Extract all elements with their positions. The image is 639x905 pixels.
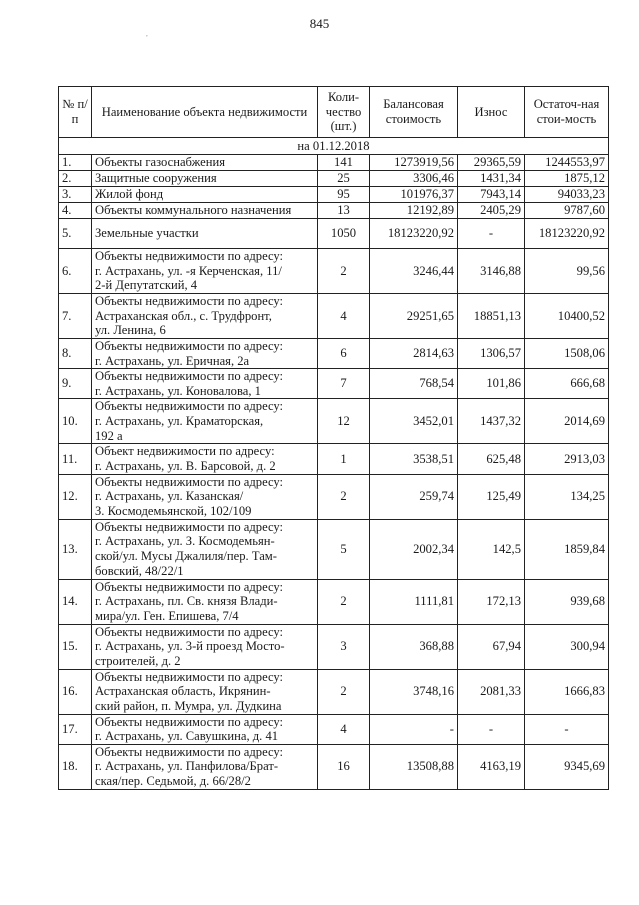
object-name-line: Объекты недвижимости по адресу:: [95, 294, 284, 309]
residual-value: -: [525, 714, 609, 744]
scan-mark: ,: [146, 30, 148, 38]
object-name: [92, 714, 318, 744]
object-name-line: Объекты недвижимости по адресу:: [95, 744, 284, 759]
object-name: [92, 444, 318, 474]
header-qty: Коли-чество (шт.): [318, 87, 370, 138]
wear-value: 29365,59: [458, 155, 525, 171]
balance-value: 259,74: [370, 474, 458, 519]
header-name: Наименование объекта недвижимости: [92, 87, 318, 138]
balance-value: 29251,65: [370, 294, 458, 339]
wear-value: 67,94: [458, 624, 525, 669]
table-row: [59, 744, 609, 789]
object-name: [92, 249, 318, 294]
quantity: 12: [318, 399, 370, 444]
balance-value: 768,54: [370, 369, 458, 399]
object-name-line: Земельные участки: [95, 226, 199, 241]
object-name: [92, 155, 318, 171]
header-wear: Износ: [458, 87, 525, 138]
object-name-line: г. Астрахань, ул. -я Керченская, 11/: [95, 263, 282, 278]
table-row: [59, 203, 609, 219]
row-number: 14.: [59, 579, 92, 624]
object-name-line: ский район, п. Мумра, ул. Дудкина: [95, 698, 282, 713]
quantity: 2: [318, 249, 370, 294]
quantity: 25: [318, 171, 370, 187]
object-name-line: г. Астрахань, ул. Краматорская,: [95, 414, 264, 429]
object-name-line: г. Астрахань, ул. Казанская/: [95, 489, 244, 504]
balance-value: 1273919,56: [370, 155, 458, 171]
object-name-line: Объекты газоснабжения: [95, 155, 226, 170]
quantity: 4: [318, 294, 370, 339]
object-name: [92, 294, 318, 339]
wear-value: 2405,29: [458, 203, 525, 219]
table-row: [59, 624, 609, 669]
quantity: 1: [318, 444, 370, 474]
quantity: 13: [318, 203, 370, 219]
row-number: 13.: [59, 519, 92, 579]
wear-value: 125,49: [458, 474, 525, 519]
row-number: 1.: [59, 155, 92, 171]
residual-value: 1875,12: [525, 171, 609, 187]
wear-value: 101,86: [458, 369, 525, 399]
wear-value: 1431,34: [458, 171, 525, 187]
wear-value: 3146,88: [458, 249, 525, 294]
quantity: 2: [318, 474, 370, 519]
balance-value: 3748,16: [370, 669, 458, 714]
table-row: [59, 171, 609, 187]
object-name-line: ская/пер. Седьмой, д. 66/28/2: [95, 774, 251, 789]
object-name-line: г. Астрахань, ул. З. Космодемьян-: [95, 534, 275, 549]
object-name-line: Жилой фонд: [95, 187, 164, 202]
header-residual: Остаточ-ная стои-мость: [525, 87, 609, 138]
object-name-line: Объекты недвижимости по адресу:: [95, 624, 284, 639]
quantity: 6: [318, 339, 370, 369]
object-name: [92, 339, 318, 369]
quantity: 7: [318, 369, 370, 399]
object-name-line: г. Астрахань, ул. Еричная, 2а: [95, 353, 250, 368]
balance-value: 2002,34: [370, 519, 458, 579]
object-name-line: З. Космодемьянской, 102/109: [95, 503, 252, 518]
row-number: 9.: [59, 369, 92, 399]
row-number: 16.: [59, 669, 92, 714]
object-name-line: Объекты недвижимости по адресу:: [95, 474, 284, 489]
residual-value: 2014,69: [525, 399, 609, 444]
residual-value: 939,68: [525, 579, 609, 624]
row-number: 6.: [59, 249, 92, 294]
table-row: [59, 714, 609, 744]
object-name: [92, 219, 318, 249]
residual-value: 9345,69: [525, 744, 609, 789]
table-row: [59, 249, 609, 294]
object-name-line: Объекты коммунального назначения: [95, 203, 292, 218]
object-name-line: г. Астрахань, ул. В. Барсовой, д. 2: [95, 458, 276, 473]
quantity: 141: [318, 155, 370, 171]
balance-value: 3452,01: [370, 399, 458, 444]
residual-value: 1508,06: [525, 339, 609, 369]
balance-value: 13508,88: [370, 744, 458, 789]
table-row: [59, 519, 609, 579]
table-row: [59, 369, 609, 399]
object-name: [92, 187, 318, 203]
residual-value: 94033,23: [525, 187, 609, 203]
row-number: 4.: [59, 203, 92, 219]
residual-value: 1666,83: [525, 669, 609, 714]
object-name-line: г. Астрахань, ул. 3-й проезд Мосто-: [95, 639, 285, 654]
object-name: [92, 171, 318, 187]
residual-value: 666,68: [525, 369, 609, 399]
object-name-line: Астраханская обл., с. Трудфронт,: [95, 308, 272, 323]
balance-value: 3246,44: [370, 249, 458, 294]
balance-value: 3306,46: [370, 171, 458, 187]
wear-value: 18851,13: [458, 294, 525, 339]
object-name-line: г. Астрахань, ул. Савушкина, д. 41: [95, 729, 279, 744]
quantity: 2: [318, 579, 370, 624]
object-name: [92, 369, 318, 399]
object-name-line: строителей, д. 2: [95, 653, 181, 668]
table-row: [59, 155, 609, 171]
object-name-line: Защитные сооружения: [95, 171, 217, 186]
row-number: 17.: [59, 714, 92, 744]
header-balance: Балансовая стоимость: [370, 87, 458, 138]
wear-value: 142,5: [458, 519, 525, 579]
balance-value: 2814,63: [370, 339, 458, 369]
wear-value: 625,48: [458, 444, 525, 474]
quantity: 16: [318, 744, 370, 789]
object-name-line: ской/ул. Мусы Джалиля/пер. Там-: [95, 549, 277, 564]
residual-value: 9787,60: [525, 203, 609, 219]
table-row: [59, 399, 609, 444]
row-number: 15.: [59, 624, 92, 669]
object-name-line: 2-й Депутатский, 4: [95, 278, 198, 293]
object-name-line: Объекты недвижимости по адресу:: [95, 249, 284, 264]
row-number: 7.: [59, 294, 92, 339]
balance-value: 368,88: [370, 624, 458, 669]
object-name-line: Астраханская область, Икрянин-: [95, 684, 271, 699]
balance-value: -: [370, 714, 458, 744]
object-name: [92, 203, 318, 219]
residual-value: 300,94: [525, 624, 609, 669]
object-name-line: г. Астрахань, ул. Панфилова/Брат-: [95, 759, 279, 774]
section-row: [59, 138, 609, 155]
object-name-line: г. Астрахань, ул. Коновалова, 1: [95, 383, 261, 398]
object-name-line: Объекты недвижимости по адресу:: [95, 519, 284, 534]
object-name: [92, 624, 318, 669]
row-number: 18.: [59, 744, 92, 789]
balance-value: 3538,51: [370, 444, 458, 474]
balance-value: 101976,37: [370, 187, 458, 203]
object-name: [92, 519, 318, 579]
residual-value: 10400,52: [525, 294, 609, 339]
residual-value: 134,25: [525, 474, 609, 519]
object-name: [92, 669, 318, 714]
quantity: 2: [318, 669, 370, 714]
residual-value: 18123220,92: [525, 219, 609, 249]
object-name-line: Объекты недвижимости по адресу:: [95, 579, 284, 594]
table-row: [59, 444, 609, 474]
object-name-line: Объекты недвижимости по адресу:: [95, 669, 284, 684]
object-name: [92, 474, 318, 519]
row-number: 2.: [59, 171, 92, 187]
table-row: [59, 579, 609, 624]
object-name-line: Объекты недвижимости по адресу:: [95, 714, 284, 729]
row-number: 8.: [59, 339, 92, 369]
residual-value: 1244553,97: [525, 155, 609, 171]
object-name-line: Объекты недвижимости по адресу:: [95, 339, 284, 353]
object-name-line: Объект недвижимости по адресу:: [95, 444, 275, 459]
row-number: 11.: [59, 444, 92, 474]
section-date: на 01.12.2018: [59, 138, 609, 155]
object-name-line: мира/ул. Ген. Епишева, 7/4: [95, 608, 239, 623]
table-row: [59, 474, 609, 519]
object-name: [92, 399, 318, 444]
object-name: [92, 579, 318, 624]
header-num: № п/п: [59, 87, 92, 138]
quantity: 5: [318, 519, 370, 579]
quantity: 95: [318, 187, 370, 203]
object-name-line: ул. Ленина, 6: [95, 323, 166, 338]
balance-value: 1111,81: [370, 579, 458, 624]
row-number: 3.: [59, 187, 92, 203]
table-row: [59, 187, 609, 203]
wear-value: 172,13: [458, 579, 525, 624]
row-number: 10.: [59, 399, 92, 444]
wear-value: 7943,14: [458, 187, 525, 203]
header-row: [59, 87, 609, 138]
object-name-line: 192 а: [95, 428, 123, 443]
real-estate-table: [58, 86, 609, 790]
page-number: 845: [309, 16, 330, 31]
table-row: [59, 339, 609, 369]
object-name-line: Объекты недвижимости по адресу:: [95, 369, 284, 384]
quantity: 3: [318, 624, 370, 669]
object-name-line: бовский, 48/22/1: [95, 563, 184, 578]
row-number: 12.: [59, 474, 92, 519]
wear-value: 2081,33: [458, 669, 525, 714]
wear-value: -: [458, 219, 525, 249]
object-name-line: Объекты недвижимости по адресу:: [95, 399, 284, 414]
residual-value: 1859,84: [525, 519, 609, 579]
balance-value: 18123220,92: [370, 219, 458, 249]
quantity: 4: [318, 714, 370, 744]
residual-value: 2913,03: [525, 444, 609, 474]
wear-value: 1437,32: [458, 399, 525, 444]
object-name: [92, 744, 318, 789]
table-row: [59, 669, 609, 714]
table-row: [59, 219, 609, 249]
row-number: 5.: [59, 219, 92, 249]
residual-value: 99,56: [525, 249, 609, 294]
object-name-line: г. Астрахань, пл. Св. князя Влади-: [95, 594, 278, 609]
wear-value: 1306,57: [458, 339, 525, 369]
table-row: [59, 294, 609, 339]
quantity: 1050: [318, 219, 370, 249]
wear-value: 4163,19: [458, 744, 525, 789]
wear-value: -: [458, 714, 525, 744]
balance-value: 12192,89: [370, 203, 458, 219]
